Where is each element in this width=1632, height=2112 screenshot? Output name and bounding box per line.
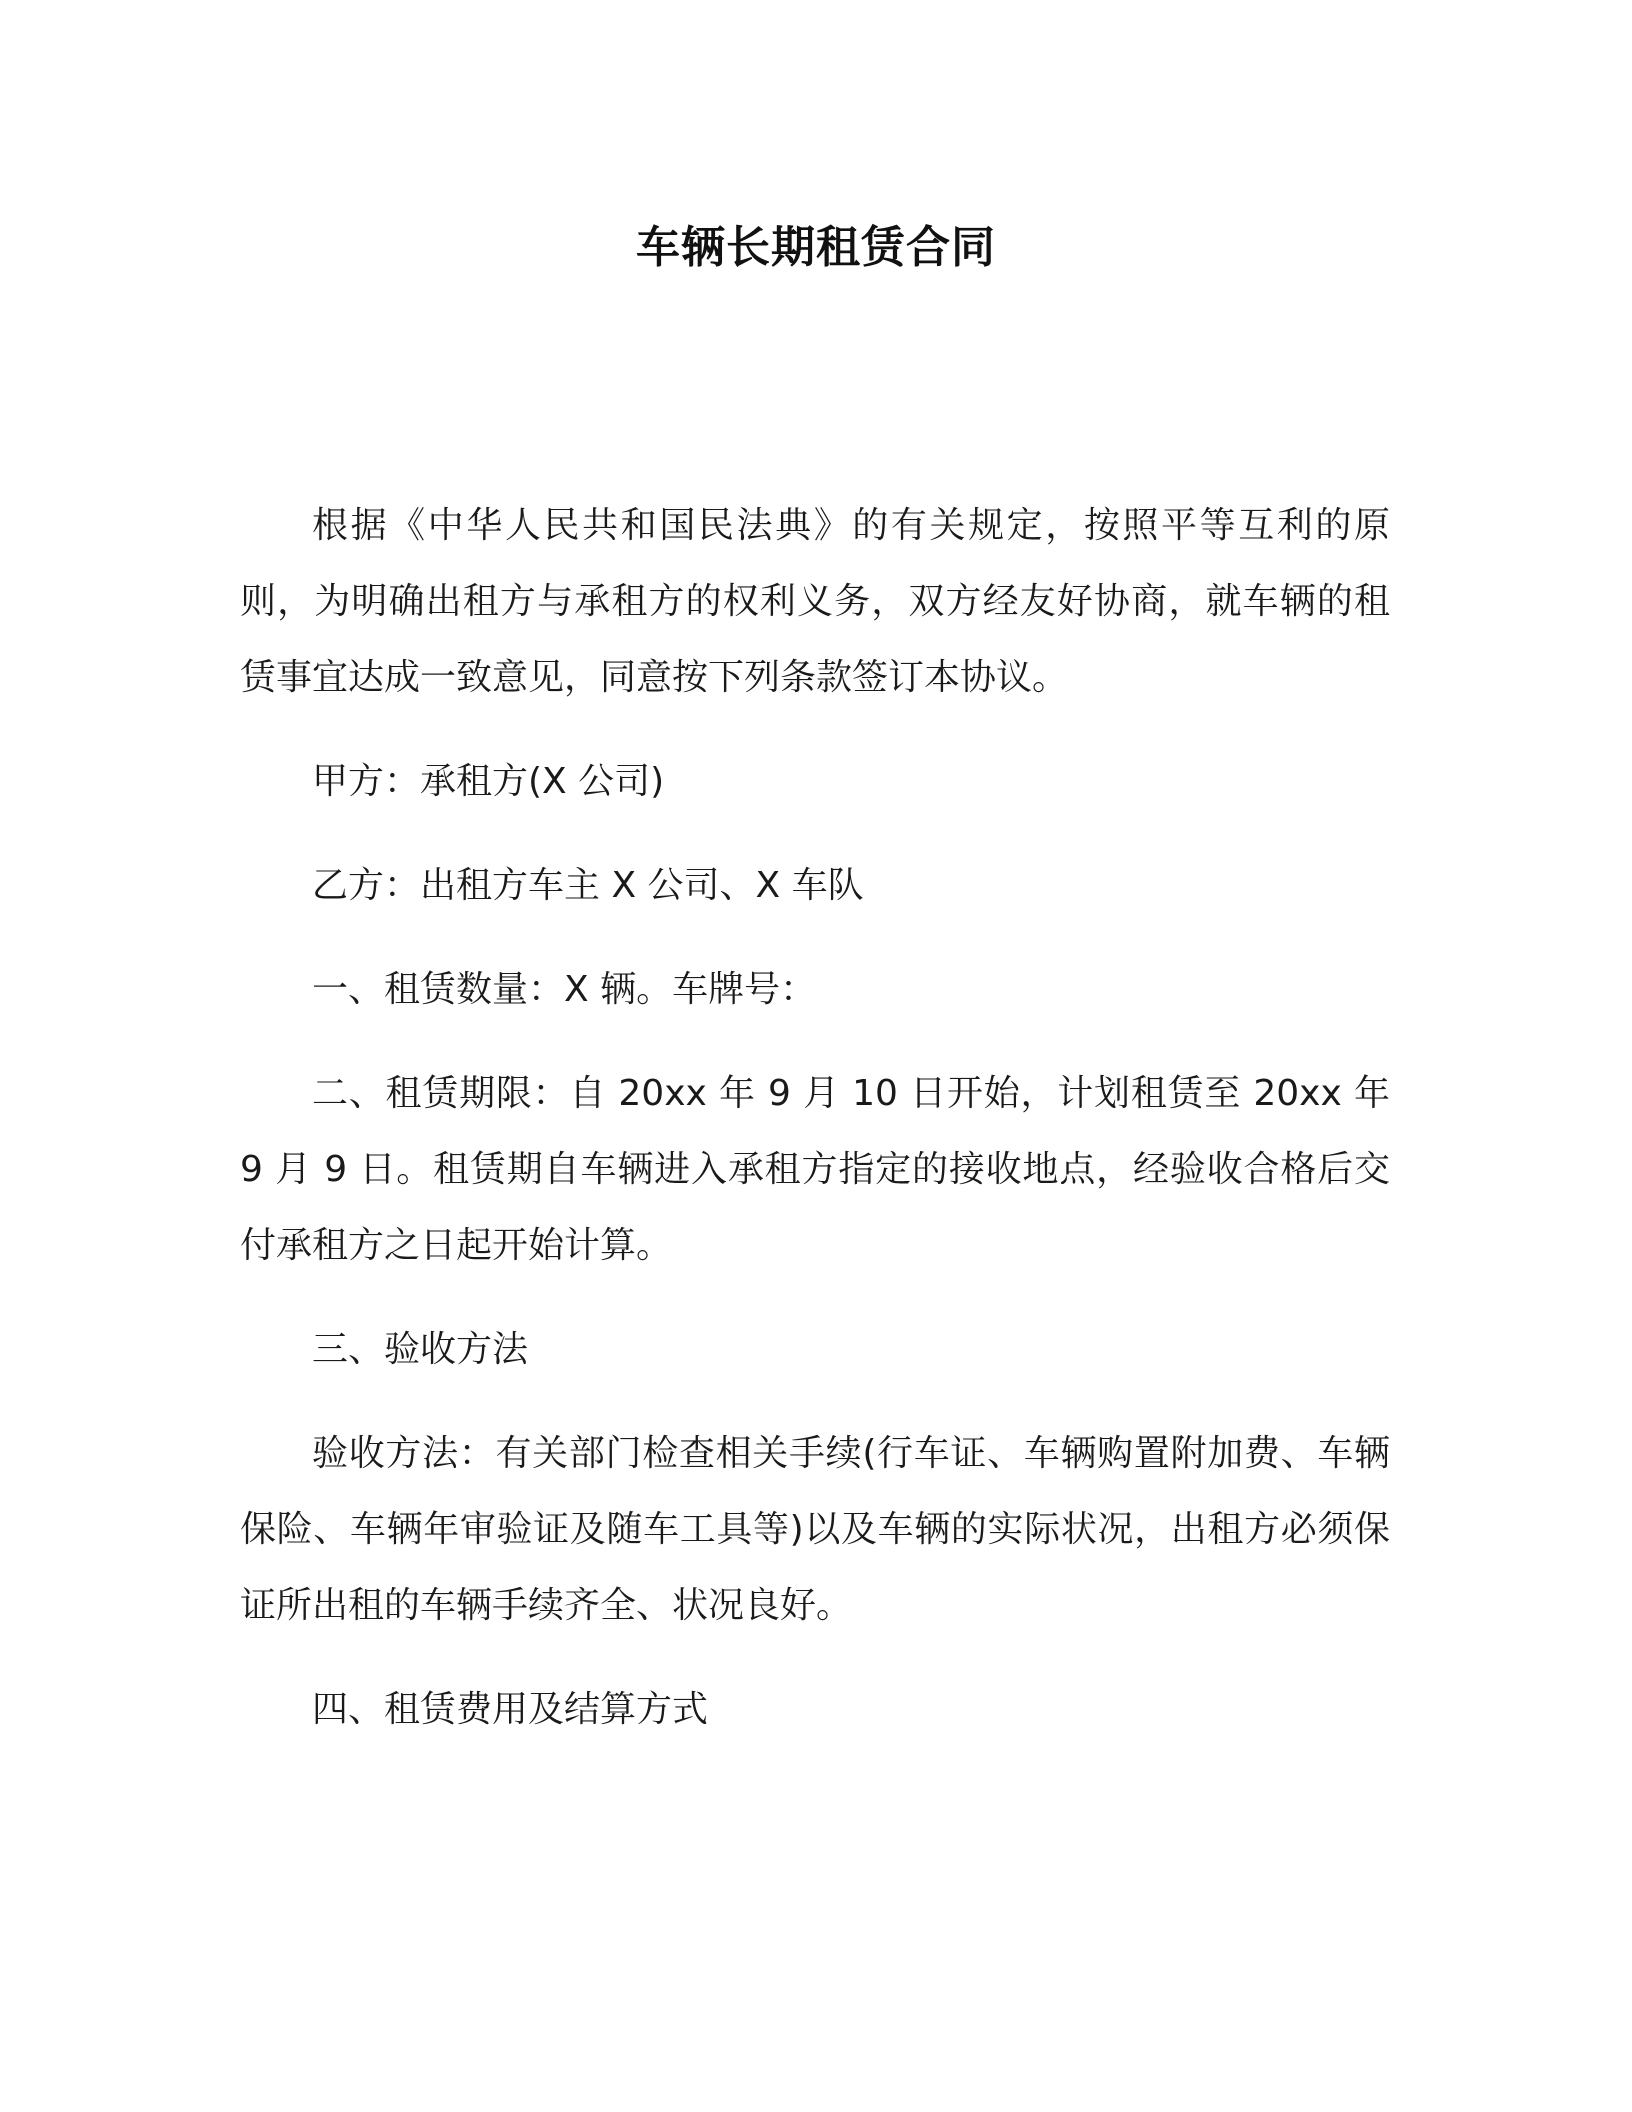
clause-3-heading: 三、验收方法 <box>312 1329 529 1370</box>
document-title: 车辆长期租赁合同 <box>636 222 996 273</box>
party-b-line: 乙方：出租方车主 X 公司、X 车队 <box>312 865 864 906</box>
intro-paragraph: 根据《中华人民共和国民法典》的有关规定，按照平等互利的原则，为明确出租方与承租方的权利义务，双方经友好协商，就车辆的租赁事宜达成一致意见，同意按下列条款签订本协议。 <box>240 505 1390 698</box>
clause-2-term: 二、租赁期限：自 20xx 年 9 月 10 日开始，计划租赁至 20xx 年 9 月 9 日。租赁期自车辆进入承租方指定的接收地点，经验收合格后交付承租方之日起开始计算。 <box>240 1073 1390 1266</box>
clause-3-inspection: 验收方法：有关部门检查相关手续(行车证、车辆购置附加费、车辆保险、车辆年审验证及随车工具等)以及车辆的实际状况，出租方必须保证所出租的车辆手续齐全、状况良好。 <box>240 1433 1390 1626</box>
party-a-line: 甲方：承租方(X 公司) <box>312 761 665 802</box>
document-body <box>240 488 1390 1776</box>
clause-4-heading: 四、租赁费用及结算方式 <box>312 1689 709 1730</box>
clause-1-quantity: 一、租赁数量：X 辆。车牌号： <box>312 969 817 1010</box>
